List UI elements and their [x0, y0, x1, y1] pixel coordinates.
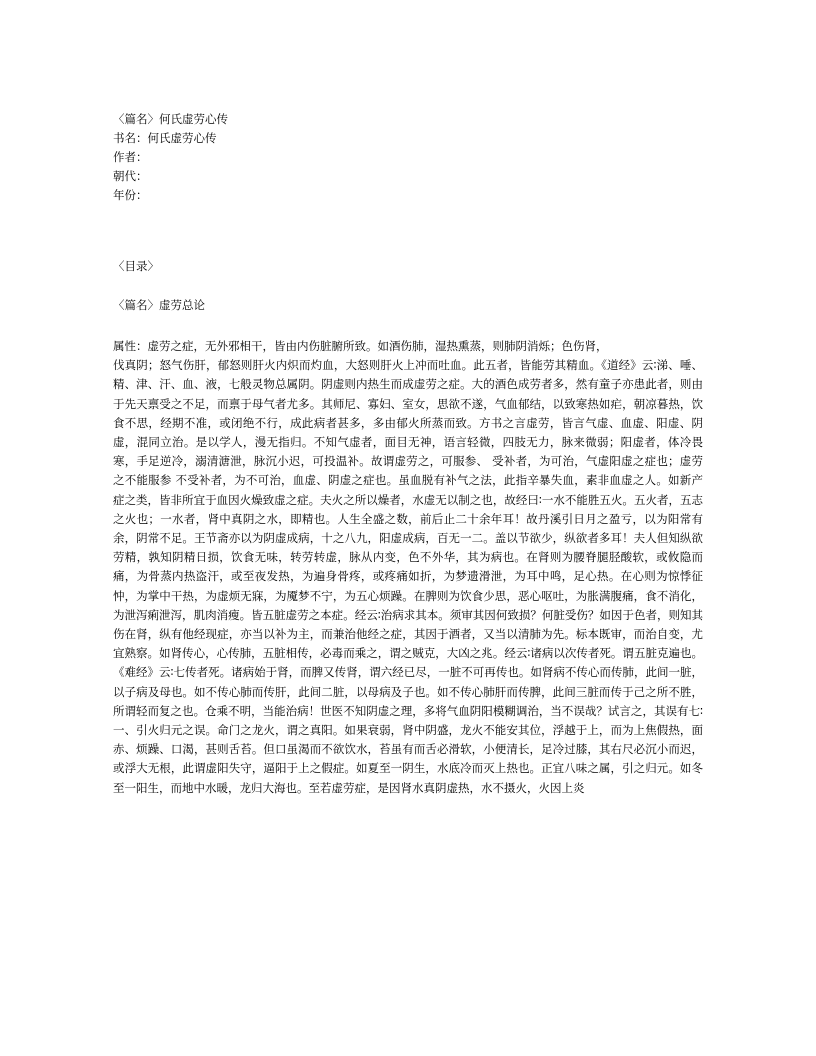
spacer-after-toc	[113, 276, 703, 296]
toc-heading: 〈目录〉	[113, 259, 159, 273]
spacer-after-section	[113, 315, 703, 335]
book-name-label: 书名：	[113, 131, 148, 145]
author-label: 作者：	[113, 150, 148, 164]
metadata-block	[113, 110, 703, 205]
book-name-line	[113, 129, 703, 148]
paragraph-main: 伐真阴；怒气伤肝，郁怒则肝火内炽而灼血，大怒则肝火上冲而吐血。此五者，皆能劳其精血。《道经》云∶涕、唾、精、津、汗、血、液，七般灵物总属阴。阴虚则内热生而成虚劳之症。大的酒色成劳者多，然有童子亦患此者，则由于先天禀受之不足，而禀于母气者尤多。其师尼、寡妇、室女，思欲不遂，气血郁结，以致寒热如疟，朝凉暮热，饮食不思，经期不准，或闭绝不行，成此病者甚多，多由郁火所蒸而致。方书之言虚劳，皆言气虚、血虚、阳虚、阴虚，混同立治。是以学人，漫无指归。不知气虚者，面目无神，语言轻微，四肢无力，脉来微弱；阳虚者，体冷畏寒，手足逆冷，溺清溏泄，脉沉小迟，可投温补。故谓虚劳之，可服参、 受补者，为可治，气虚阳虚之症也；虚劳之不能服参 不受补者，为不可治，血虚、阴虚之症也。虽血脱有补气之法，此指辛暴失血，素非血虚之人。如新产症之类，皆非所宜于血因火燥致虚之症。夫火之所以燥者，水虚无以制之也，故经曰∶一水不能胜五火。五火者，五志之火也；一水者，肾中真阴之水，即精也。人生全盛之数，前后止二十余年耳！故丹溪引日月之盈亏，以为阳常有余，阴常不足。王节斋亦以为阴虚成病，十之八九，阳虚成病，百无一二。盖以节欲少，纵欲者多耳！夫人但知纵欲劳精，孰知阴精日损，饮食无味，转劳转虚，脉从内变，色不外华，其为病也。在肾则为腰脊腿胫酸软，或攸隐而痛，为骨蒸内热盗汗，或至夜发热，为遍身骨疼，或疼痛如折，为梦遗滑泄，为耳中鸣，足心热。在心则为惊悸征忡，为掌中干热，为虚烦无寐，为魇梦不宁，为五心烦躁。在脾则为饮食少思，恶心呕吐，为胀满腹痛，食不消化，为泄泻痢泄泻，肌肉消瘦。皆五脏虚劳之本症。经云∶治病求其本。须审其因何致损？何脏受伤？如因于色者，则知其伤在肾，纵有他经现症，亦当以补为主，而兼治他经之症，其因于酒者，又当以清肺为先。标本既审，而治自变，尤宜熟察。如肾传心，心传肺，五脏相传，必毒而乘之，谓之贼克，大凶之兆。经云∶诸病以次传者死。谓五脏克遍也。《难经》云∶七传者死。诸病始于肾，而脾又传肾，谓六经已尽，一脏不可再传也。如肾病不传心而传肺，此间一脏，以子病及母也。如不传心肺而传肝，此间二脏，以母病及子也。如不传心肺肝而传脾，此间三脏而传于己之所不胜，所谓轻而复之也。仓乘不明，当能治病！世医不知阴虚之理，多将气血阴阳模糊调治，当不误哉？试言之，其误有七∶一、引火归元之误。命门之龙火，谓之真阳。如果衰弱，肾中阴盛，龙火不能安其位，浮越于上，而为上焦假热，面赤、烦躁、口渴，甚则舌苔。但口虽渴而不欲饮水，苔虽有而舌必滑软，小便清长，足冷过膝，其右尺必沉小而迟，或浮大无根，此谓虚阳失守，逼阳于上之假症。如夏至一阴生，水底冷而灭上热也。正宜八味之属，引之归元。如冬至一阳生，而地中水暖，龙归大海也。至若虚劳症，是因肾水真阴虚热，水不摄火，火因上炎	[113, 358, 703, 795]
paragraph-intro: 属性：虚劳之症，无外邪相干，皆由内伤脏腑所致。如酒伤肺，湿热熏蒸，则肺阴消烁；色伤肾，	[113, 339, 608, 353]
spacer-after-metadata	[113, 205, 703, 257]
year-label: 年份：	[113, 188, 148, 202]
year-line	[113, 186, 703, 205]
dynasty-line	[113, 167, 703, 186]
book-name-value: 何氏虚劳心传	[147, 131, 217, 145]
dynasty-label: 朝代：	[113, 169, 148, 183]
section-heading: 〈篇名〉虚劳总论	[113, 298, 205, 312]
author-line	[113, 148, 703, 167]
title-tag: 〈篇名〉何氏虚劳心传	[113, 112, 228, 126]
